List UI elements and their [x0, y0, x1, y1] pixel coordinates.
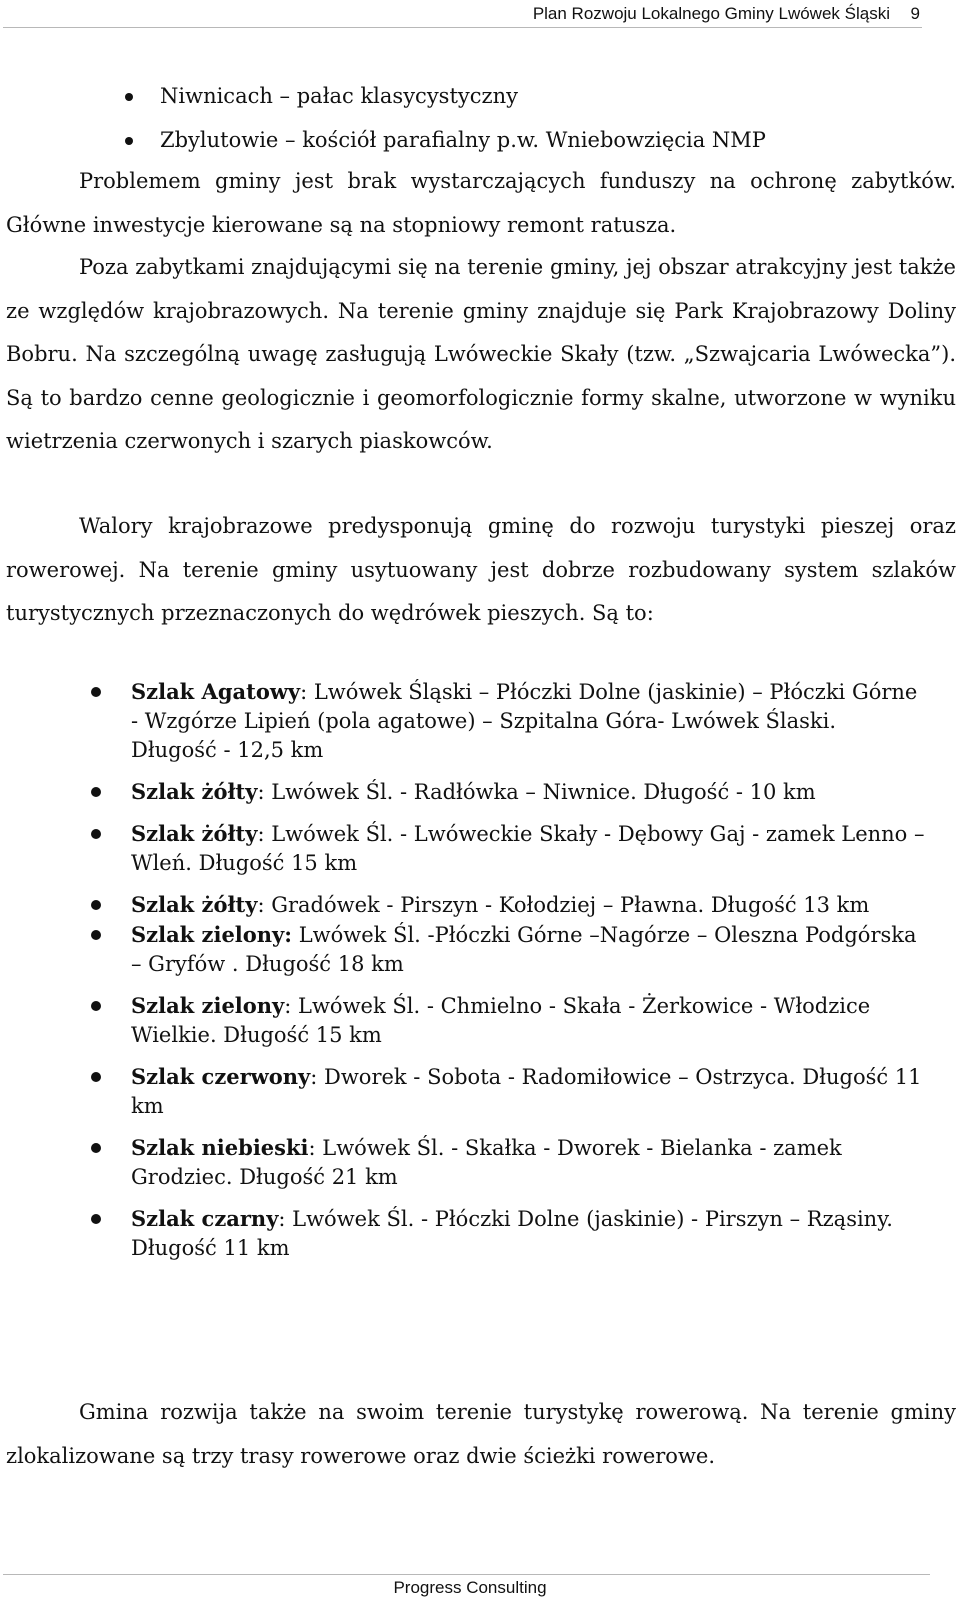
bullet-icon — [125, 137, 133, 145]
trail-item — [0, 991, 926, 1050]
trail-description: : Gradówek - Pirszyn - Kołodziej – Pławna. Długość 13 km — [257, 893, 870, 917]
bullet-icon — [91, 829, 101, 839]
bullet-icon — [91, 930, 101, 940]
trail-name: Szlak czarny — [131, 1206, 279, 1231]
bullet-icon — [91, 900, 101, 910]
trail-description: : Lwówek Śl. - Chmielno - Skała - Żerkowice - Włodzice Wielkie. Długość 15 km — [131, 994, 871, 1047]
bullet-icon — [125, 93, 133, 101]
list-item-text: Niwnicach – pałac klasycystyczny — [160, 84, 518, 108]
trail-description: Lwówek Śl. -Płóczki Górne –Nagórze – Oleszna Podgórska – Gryfów . Długość 18 km — [131, 923, 917, 976]
list-item — [0, 74, 960, 118]
trail-name: Szlak zielony — [131, 993, 285, 1018]
list-item-text: Zbylutowie – kościół parafialny p.w. Wniebowzięcia NMP — [160, 128, 766, 152]
document-title: Plan Rozwoju Lokalnego Gminy Lwówek Śląski — [532, 4, 890, 23]
trail-item — [0, 777, 926, 807]
trail-name: Szlak czerwony — [131, 1064, 311, 1089]
footer-rule — [3, 1574, 930, 1575]
trail-name: Szlak żółty — [131, 779, 258, 804]
footer-label: Progress Consulting — [393, 1578, 547, 1597]
trail-item — [0, 890, 926, 920]
bullet-icon — [91, 787, 101, 797]
trail-description: : Lwówek Śląski – Płóczki Dolne (jaskinie) – Płóczki Górne - Wzgórze Lipień (pola agatowe) – Szpitalna Góra- Lwówek Ślaski. Długość - 12,5 km — [131, 680, 918, 762]
paragraph-tourism: Walory krajobrazowe predysponują gminę do rozwoju turystyki pieszej oraz rowerowej. Na terenie gminy usytuowany jest dobrze rozbudowany system szlaków turystycznych przeznaczonych do wędrówek pieszych. Są to: — [6, 514, 956, 625]
trail-description: : Lwówek Śl. - Skałka - Dworek - Bielanka - zamek Grodziec. Długość 21 km — [131, 1136, 842, 1189]
list-item — [0, 118, 960, 162]
monument-list — [0, 74, 960, 162]
bullet-icon — [91, 687, 101, 697]
page-footer — [0, 1574, 960, 1622]
page-number: 9 — [910, 4, 920, 23]
trail-name: Szlak niebieski — [131, 1135, 309, 1160]
trail-item — [0, 920, 926, 979]
bullet-icon — [91, 1001, 101, 1011]
bullet-icon — [91, 1072, 101, 1082]
trail-name: Szlak żółty — [131, 821, 258, 846]
bullet-icon — [91, 1143, 101, 1153]
trail-item — [0, 819, 926, 878]
trail-item — [0, 1062, 926, 1121]
trail-item — [0, 1204, 926, 1263]
trail-name: Szlak zielony: — [131, 922, 293, 947]
paragraph-cycling: Gmina rozwija także na swoim terenie turystykę rowerową. Na terenie gminy zlokalizowane są trzy trasy rowerowe oraz dwie ścieżki rowerowe. — [6, 1400, 956, 1468]
paragraph-landscape: Poza zabytkami znajdującymi się na terenie gminy, jej obszar atrakcyjny jest także ze względów krajobrazowych. Na terenie gminy znajduje się Park Krajobrazowy Doliny Bobru. Na szczególną uwagę zasługują Lwóweckie Skały (tzw. „Szwajcaria Lwówecka”). Są to bardzo cenne geologicznie i geomorfologicznie formy skalne, utworzone w wyniku wietrzenia czerwonych i szarych piaskowców. — [6, 255, 956, 453]
paragraph-funding: Problemem gminy jest brak wystarczających funduszy na ochronę zabytków. Główne inwestycje kierowane są na stopniowy remont ratusza. — [6, 169, 956, 237]
trail-item — [0, 1133, 926, 1192]
page-header — [0, 0, 960, 28]
trail-list — [0, 677, 960, 1263]
trail-description: : Lwówek Śl. - Płóczki Dolne (jaskinie) - Pirszyn – Rząsiny. Długość 11 km — [131, 1207, 893, 1260]
trail-description: : Lwówek Śl. - Radłówka – Niwnice. Długość - 10 km — [257, 780, 816, 804]
trail-item — [0, 677, 926, 765]
trail-description: : Lwówek Śl. - Lwóweckie Skały - Dębowy Gaj - zamek Lenno – Wleń. Długość 15 km — [131, 822, 925, 875]
trail-description: : Dworek - Sobota - Radomiłowice – Ostrzyca. Długość 11 km — [131, 1065, 922, 1118]
trail-name: Szlak Agatowy — [131, 679, 301, 704]
bullet-icon — [91, 1214, 101, 1224]
header-rule — [3, 27, 922, 28]
trail-name: Szlak żółty — [131, 892, 258, 917]
